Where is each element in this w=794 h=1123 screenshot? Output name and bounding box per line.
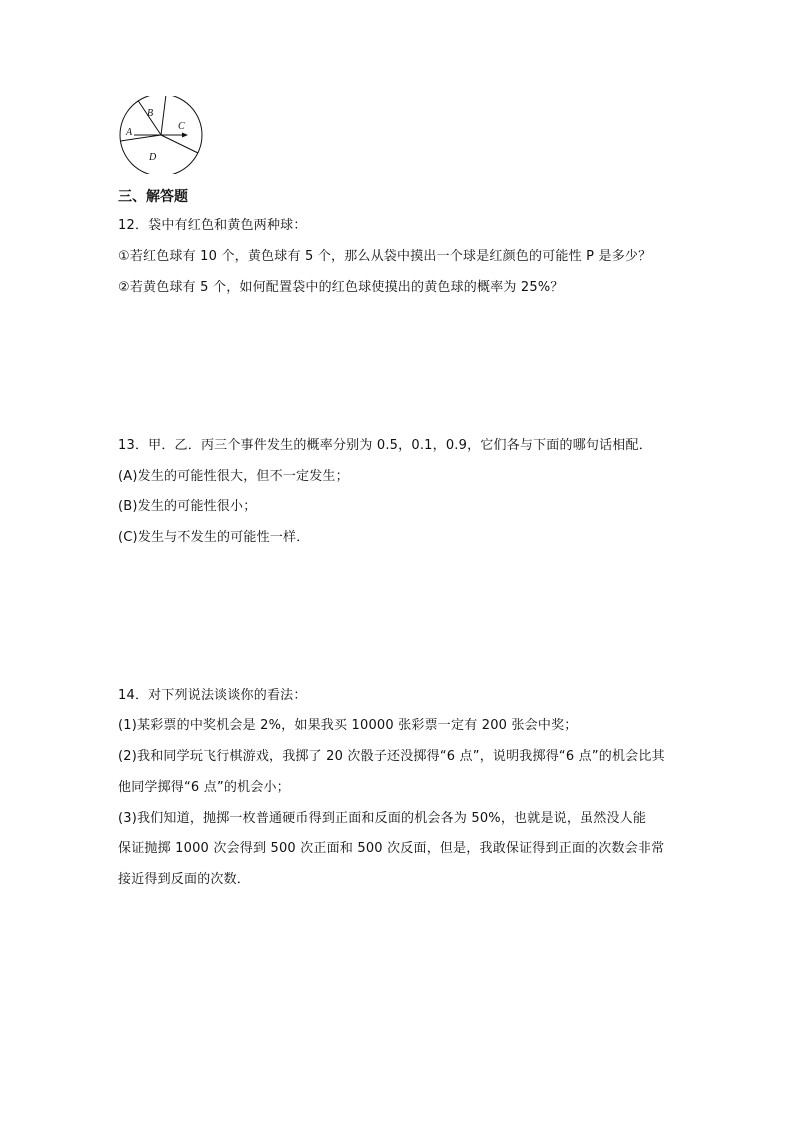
q12-stem: 12．袋中有红色和黄色两种球： xyxy=(118,218,307,233)
divider-c-d xyxy=(161,135,198,153)
q14-item2-line1: (2)我和同学玩飞行棋游戏，我掷了 20 次骰子还没掷得“6 点”，说明我掷得“6 点”的机会比其 xyxy=(118,749,665,764)
q13-option-a: (A)发生的可能性很大，但不一定发生； xyxy=(118,469,349,484)
pointer-arrowhead xyxy=(182,133,188,138)
q14-stem: 14．对下列说法谈谈你的看法： xyxy=(118,688,307,703)
q13-option-c: (C)发生与不发生的可能性一样． xyxy=(118,530,310,545)
q14-item2-line2: 他同学掷得“6 点”的机会小； xyxy=(118,780,290,795)
q14-item3-line1: (3)我们知道，抛掷一枚普通硬币得到正面和反面的机会各为 50%，也就是说，虽然没人能 xyxy=(118,811,647,826)
q13-option-b: (B)发生的可能性很小； xyxy=(118,499,257,514)
q14-item1: (1)某彩票的中奖机会是 2%，如果我买 10000 张彩票一定有 200 张会中奖； xyxy=(118,718,578,733)
q13-stem: 13．甲．乙．丙三个事件发生的概率分别为 0.5，0.1，0.9，它们各与下面的哪句话相配． xyxy=(118,438,652,453)
section-title: 三、解答题 xyxy=(118,189,188,205)
spinner-figure xyxy=(118,96,204,174)
segment-label-c: C xyxy=(178,121,185,132)
divider-b-c xyxy=(161,96,166,135)
q14-item3-line3: 接近得到反面的次数． xyxy=(118,872,251,887)
q14-item3-line2: 保证抛掷 1000 次会得到 500 次正面和 500 次反面，但是，我敢保证得到正面的次数会非常 xyxy=(118,841,665,856)
q12-part2: ②若黄色球有 5 个，如何配置袋中的红色球使摸出的黄色球的概率为 25%？ xyxy=(118,280,564,295)
spinner-diagram xyxy=(118,96,204,174)
q12-part1: ①若红色球有 10 个，黄色球有 5 个，那么从袋中摸出一个球是红颜色的可能性 P 是多少？ xyxy=(118,249,652,264)
segment-label-d: D xyxy=(149,152,157,163)
segment-label-a: A xyxy=(126,127,133,138)
segment-label-b: B xyxy=(147,108,154,119)
